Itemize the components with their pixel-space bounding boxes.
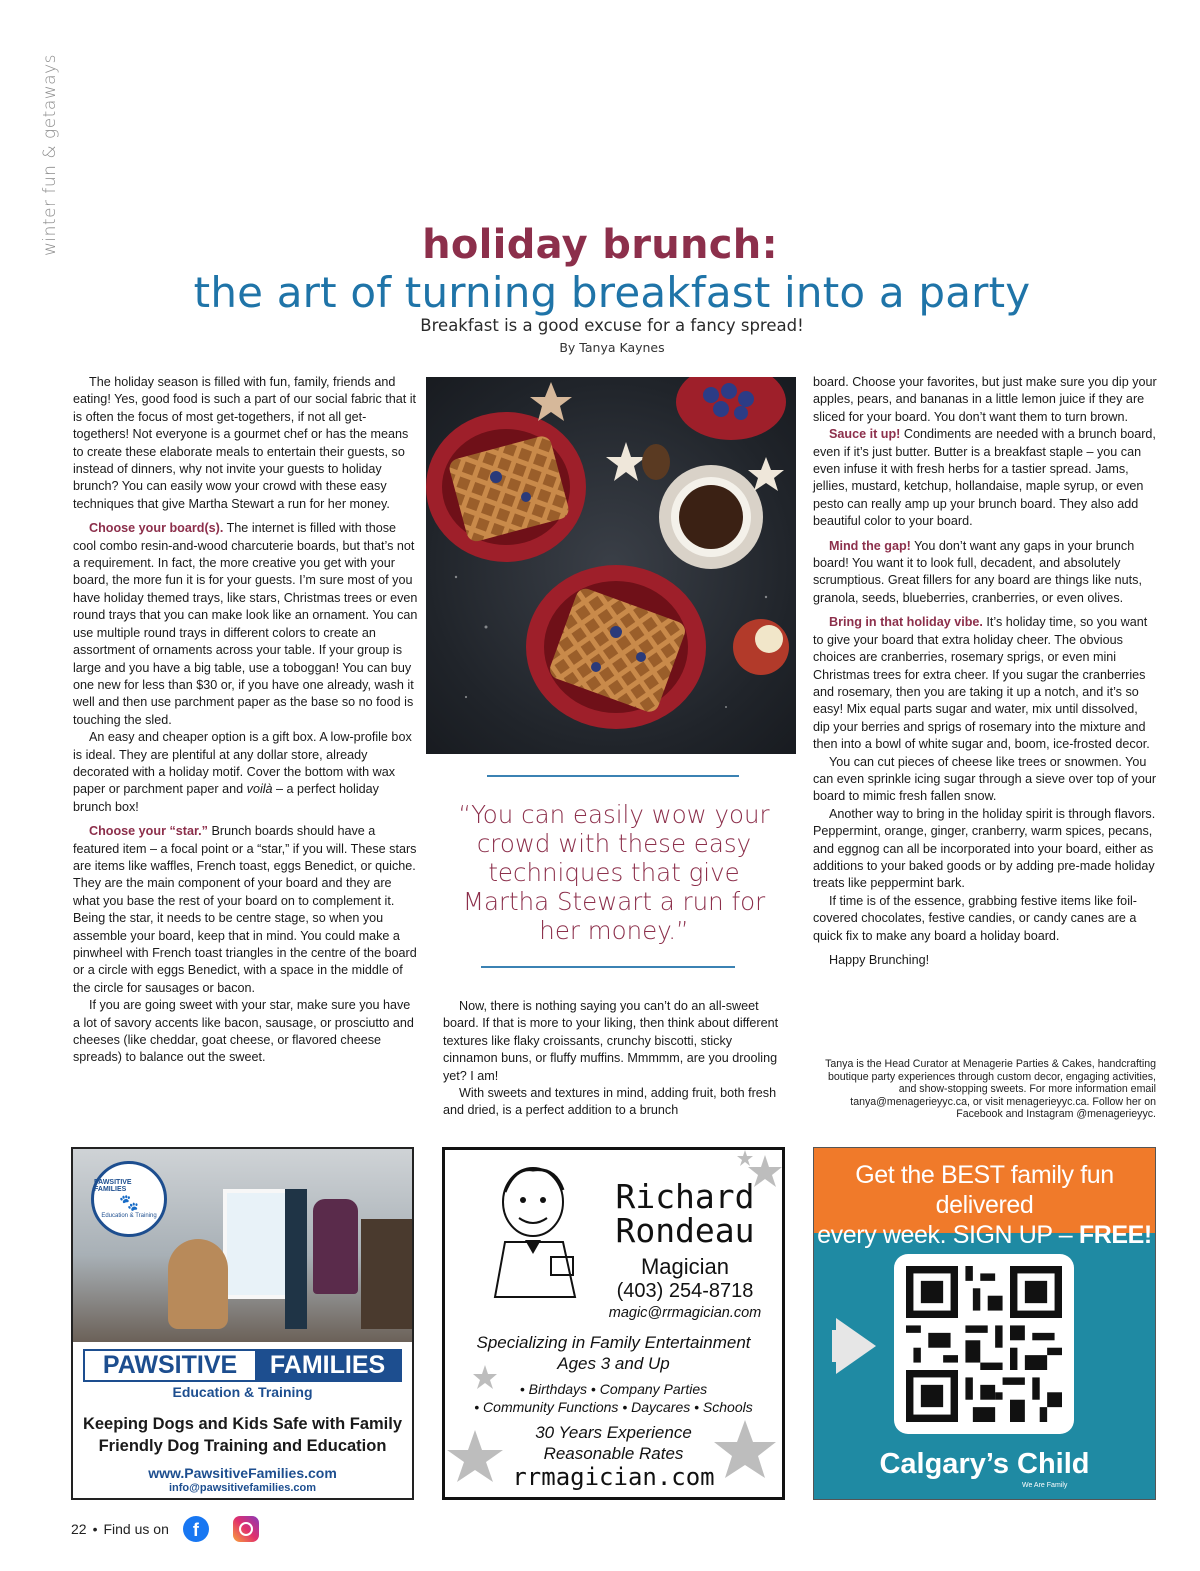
paragraph: An easy and cheaper option is a gift box. A low-profile box is ideal. They are plentiful at any dollar store, already decorated with a holiday motif. Cover the bottom with wax paper or parchment paper and voilà – a perfect holiday brunch box! <box>73 730 412 814</box>
ad-calgarys-child[interactable] <box>813 1147 1156 1500</box>
paragraph: Choose your board(s). The internet is filled with those cool combo resin-and-wood charcuterie boards, but that’s not a requirement. In fact, the more creative you get with your board, the more fun it is for your guests. I’m sure most of you have holiday themed trays, like stars, Christmas trees or even round trays that you can make look like an ornament. You can use multiple round trays in different colors to create an assortment of ornaments across your table. If your group is large and you have a big table, use a toboggan! You can buy one new for less than $30 or, if you have one already, wash it well and then use parchment paper as the base so no food is touching the sled. <box>73 521 418 727</box>
ad-magician[interactable] <box>442 1147 785 1500</box>
paragraph: Sauce it up! Condiments are needed with a brunch board, even if it’s just butter. Butter is a breakfast staple – you can even infuse it with fresh herbs for a tastier spread. Jams, jellies, mustard, ketchup, hollandaise, maple syrup, or even pesto can really amp up your brunch board. They also add beautiful color to your board. <box>813 427 1156 529</box>
page-number: 22 <box>71 1521 87 1537</box>
paragraph: If you are going sweet with your star, make sure you have a lot of savory accents like bacon, sausage, or prosciutto and cheeses (like cheddar, goat cheese, or flavored cheese spreads) to balance out the sweet. <box>73 998 414 1065</box>
facebook-icon[interactable]: f <box>183 1516 209 1542</box>
window-illustration <box>223 1189 293 1299</box>
paw-icon: 🐾 <box>119 1195 139 1212</box>
pull-quote: “You can easily wow your crowd with these easy techniques that give Martha Stewart a run for her money.” <box>458 800 770 945</box>
paragraph: The holiday season is filled with fun, family, friends and eating! Yes, good food is such a part of our social fabric that it is often the focus of most get-togethers, if not all get-togethers! Not everyone is a gourmet chef or has the means to create these elaborate meals to entertain their guests, so instead of dinners, why not invite your guests to holiday brunch? You can easily wow your crowd with these easy techniques that give Martha Stewart a run for her money. <box>73 375 417 511</box>
paragraph: Bring in that holiday vibe. It’s holiday time, so you want to give your board that extra holiday cheer. The obvious choices are cranberries, rosemary sprigs, or even mini Christmas trees for extra cheer. If you sugar the cranberries and rosemary, then you are taking it up a notch, and it’s so easy! Mix equal parts sugar and water, mix until dissolved, dip your berries and sprigs of rosemary into the mixture and then into a bowl of white sugar and, boom, ice-frosted decor. <box>813 615 1150 752</box>
qr-code-icon <box>906 1266 1062 1422</box>
magician-role: Magician <box>640 1254 730 1279</box>
dresser-illustration <box>361 1219 412 1329</box>
paragraph: Another way to bring in the holiday spirit is through flavors. Peppermint, orange, ginger, cranberry, warm spices, pecans, and eggnog can all be incorporated into your board, either as additions to your baked goods or by adding pre-made holiday treats like peppermint bark. <box>813 806 1156 891</box>
waffle-photo <box>426 377 796 754</box>
paragraph: Happy Brunching! <box>829 953 930 967</box>
section-heading: Choose your board(s). <box>89 521 224 536</box>
section-heading: Sauce it up! <box>829 427 901 442</box>
author-bio: Tanya is the Head Curator at Menagerie Parties & Cakes, handcrafting boutique party experiences through custom decor, engaging activities, and show-stopping sweets. For more information email tanya@menagerieyyc.ca, or visit menagerieyyc.ca. Follow her on Facebook and Instagram @menagerieyyc. <box>825 1058 1156 1121</box>
brand-left: PAWSITIVE <box>85 1351 255 1380</box>
brand-right: FAMILIES <box>255 1351 400 1380</box>
curtain-illustration <box>285 1189 307 1329</box>
paragraph: board. Choose your favorites, but just make sure you dip your apples, pears, and bananas in a little lemon juice if they are sliced for your board. You don’t want them to turn brown. <box>813 375 1157 424</box>
magician-url-link[interactable]: rrmagician.com <box>512 1463 715 1491</box>
pawsitive-badge: PAWSITIVE FAMILIES 🐾 Education & Training <box>91 1161 167 1237</box>
section-heading: Choose your “star.” <box>89 824 208 839</box>
magician-phone[interactable]: (403) 254-8718 <box>616 1280 754 1302</box>
article-title: holiday brunch: <box>422 222 778 268</box>
caricature-illustration <box>485 1162 585 1302</box>
footer-bullet: • <box>92 1521 98 1537</box>
arrow-shaft <box>832 1330 850 1362</box>
ad-photo <box>73 1149 412 1342</box>
pull-quote-rule-top <box>487 775 739 777</box>
footer-text: Find us on <box>103 1521 169 1537</box>
paragraph: Choose your “star.” Brunch boards should have a featured item – a focal point or a “star,” if you will. These stars are items like waffles, French toast, eggs Benedict, or quiche. They are the main component of your board and they are what you base the rest of your board on to complement it. Being the star, it needs to be centre stage, so when you assemble your board, keep that in mind. You could make a pinwheel with French toast triangles in the centre of the board or a circle with eggs Benedict, with a space in the middle of the circle for sausages or bacon. <box>73 824 417 995</box>
paragraph: Mind the gap! You don’t want any gaps in your brunch board! You want it to look full, decadent, and absolutely scrumptious. Great fillers for any board are things like nuts, granola, seeds, blueberries, cranberries, or even olives. <box>813 538 1142 605</box>
qr-code[interactable] <box>894 1254 1074 1434</box>
ad-headline: Get the BEST family fun delivered every week. SIGN UP – FREE! <box>814 1148 1155 1233</box>
magician-services: • Birthdays • Company Parties • Community Functions • Daycares • Schools <box>474 1381 753 1415</box>
pawsitive-brand-bar <box>83 1349 402 1382</box>
pull-quote-rule-bottom <box>481 966 735 968</box>
article-column-2 <box>443 998 783 1120</box>
section-heading: Bring in that holiday vibe. <box>829 615 983 630</box>
magician-experience: 30 Years Experience Reasonable Rates <box>535 1423 692 1463</box>
instagram-icon[interactable] <box>233 1516 259 1542</box>
ad-tagline: Keeping Dogs and Kids Safe with Family Friendly Dog Training and Education <box>82 1415 403 1455</box>
calgarys-child-tagline: We Are Family <box>1022 1482 1068 1489</box>
magician-email-link[interactable]: magic@rrmagician.com <box>608 1305 762 1321</box>
brand-sub: Education & Training <box>172 1384 313 1400</box>
child-illustration <box>313 1199 358 1294</box>
paragraph: You can cut pieces of cheese like trees or snowmen. You can even sprinkle icing sugar through a sieve over top of your board to mimic fresh fallen snow. <box>813 754 1157 804</box>
article-dek: Breakfast is a good excuse for a fancy spread! <box>420 316 804 335</box>
page-footer <box>71 1516 259 1542</box>
ad-pawsitive-families[interactable] <box>71 1147 414 1500</box>
paragraph: Now, there is nothing saying you can’t do an all-sweet board. If that is more to your liking, then think about different textures like flaky croissants, crunchy biscotti, sticky cinnamon buns, or fluffy muffins. Mmmmm, are you drooling yet? I am! <box>443 999 779 1083</box>
article-column-3 <box>813 374 1158 969</box>
section-tag-text: winter fun & getaways <box>40 54 60 256</box>
paragraph: If time is of the essence, grabbing festive items like foil-covered chocolates, festive candies, or candy canes are a quick fix to make any board a holiday board. <box>813 893 1137 943</box>
paragraph: With sweets and textures in mind, adding fruit, both fresh and dried, is a perfect addition to a brunch <box>443 1086 777 1118</box>
calgarys-child-logo: Calgary’s Child <box>879 1448 1090 1480</box>
byline: By Tanya Kaynes <box>559 340 665 355</box>
magician-name: Richard Rondeau <box>615 1177 755 1250</box>
article-subtitle: the art of turning breakfast into a party <box>193 268 1031 317</box>
waffle-photo-illustration <box>426 377 796 754</box>
section-heading: Mind the gap! <box>829 538 911 553</box>
magician-specialty: Specializing in Family Entertainment Ages 3 and Up <box>476 1333 751 1373</box>
ad-email-link[interactable]: info@pawsitivefamilies.com <box>168 1482 317 1494</box>
article-column-1 <box>73 374 418 1067</box>
ad-url-link[interactable]: www.PawsitiveFamilies.com <box>148 1465 337 1481</box>
dog-illustration <box>168 1239 228 1329</box>
